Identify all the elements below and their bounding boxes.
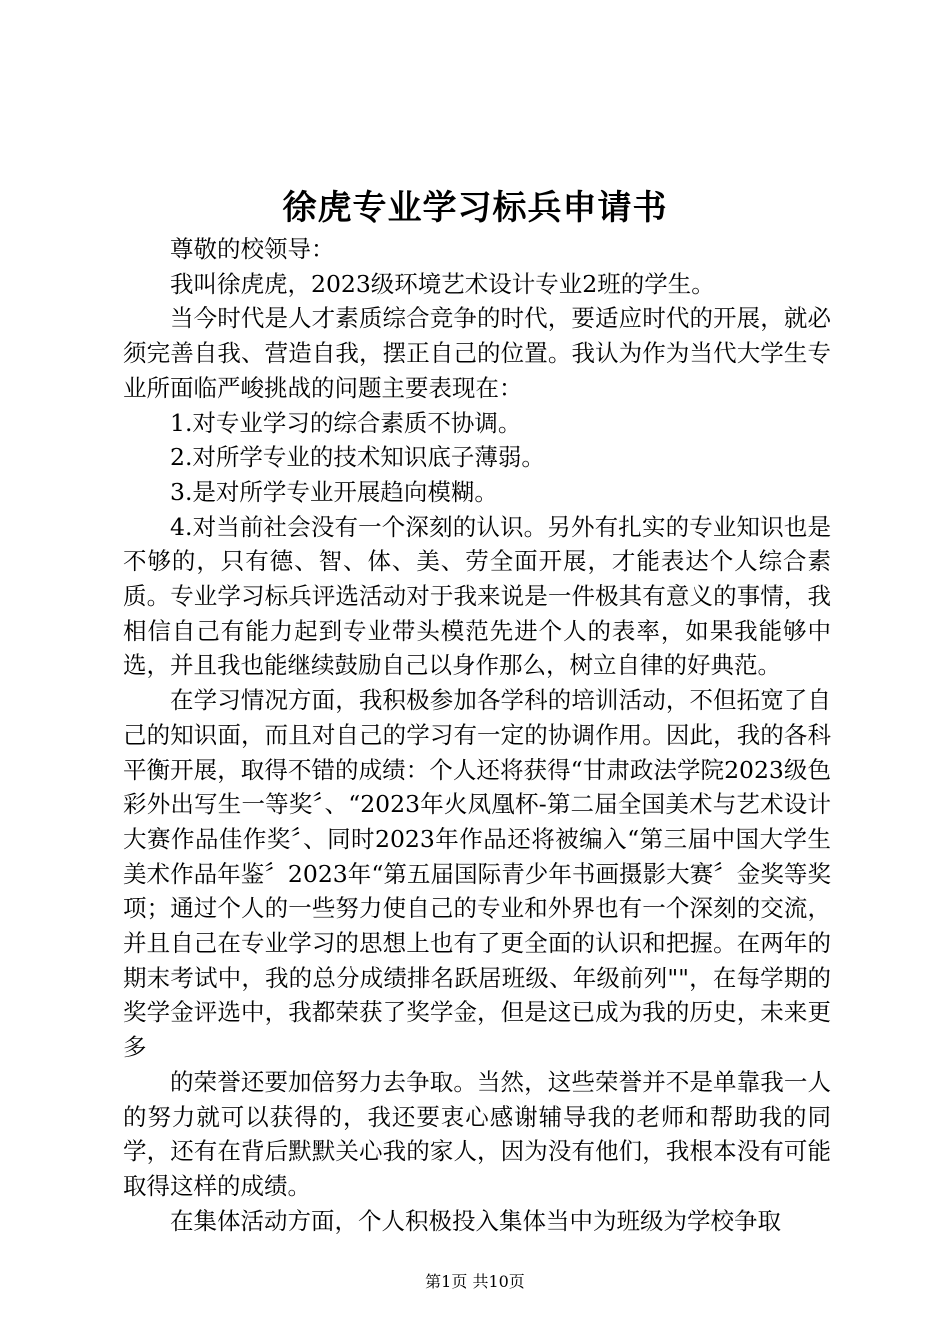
list-item-3: 3.是对所学专业开展趋向模糊。 xyxy=(170,477,498,506)
paragraph-honors: 的荣誉还要加倍努力去争取。当然，这些荣誉并不是单靠我一人的努力就可以获得的，我还要衷心感谢辅导我的老师和帮助我的同学，还有在背后默默关心我的家人，因为没有他们，我根本没有可能取得这样的成绩。 xyxy=(123,1067,831,1200)
list-item-2: 2.对所学专业的技术知识底子薄弱。 xyxy=(170,443,545,472)
salutation: 尊敬的校领导： xyxy=(170,235,335,263)
list-item-1: 1.对专业学习的综合素质不协调。 xyxy=(170,408,522,437)
paragraph-introduction: 我叫徐虎虎，2023级环境艺术设计专业2班的学生。 xyxy=(170,269,715,298)
paragraph-collective: 在集体活动方面，个人积极投入集体当中为班级为学校争取 xyxy=(170,1206,781,1235)
document-title: 徐虎专业学习标兵申请书 xyxy=(282,188,668,228)
paragraph-study: 在学习情况方面，我积极参加各学科的培训活动，不但拓宽了自己的知识面，而且对自己的学习有一定的协调作用。因此，我的各科平衡开展，取得不错的成绩：个人还将获得“甘肃政法学院2023级色彩外出写生一等奖〞、“2023年火凤凰杯-第二届全国美术与艺术设计大赛作品佳作奖〞、同时2023年作品还将被编入“第三届中国大学生美术作品年鉴〞2023年“第五届国际青少年书画摄影大赛〞金奖等奖项；通过个人的一些努力使自己的专业和外界也有一个深刻的交流，并且自己在专业学习的思想上也有了更全面的认识和把握。在两年的期末考试中，我的总分成绩排名跃居班级、年级前列""，在每学期的奖学金评选中，我都荣获了奖学金，但是这已成为我的历史，未来更多 xyxy=(123,686,831,1062)
document-body xyxy=(123,232,831,1238)
list-item-4: 4.对当前社会没有一个深刻的认识。另外有扎实的专业知识也是不够的，只有德、智、体、美、劳全面开展，才能表达个人综合素质。专业学习标兵评选活动对于我来说是一件极其有意义的事情，我相信自己有能力起到专业带头模范先进个人的表率，如果我能够中选，并且我也能继续鼓励自己以身作那么，树立自律的好典范。 xyxy=(123,512,831,680)
page-number: 第1页 共10页 xyxy=(425,1272,525,1291)
paragraph-challenges: 当今时代是人才素质综合竞争的时代，要适应时代的开展，就必须完善自我、营造自我，摆正自己的位置。我认为作为当代大学生专业所面临严峻挑战的问题主要表现在： xyxy=(123,304,831,402)
